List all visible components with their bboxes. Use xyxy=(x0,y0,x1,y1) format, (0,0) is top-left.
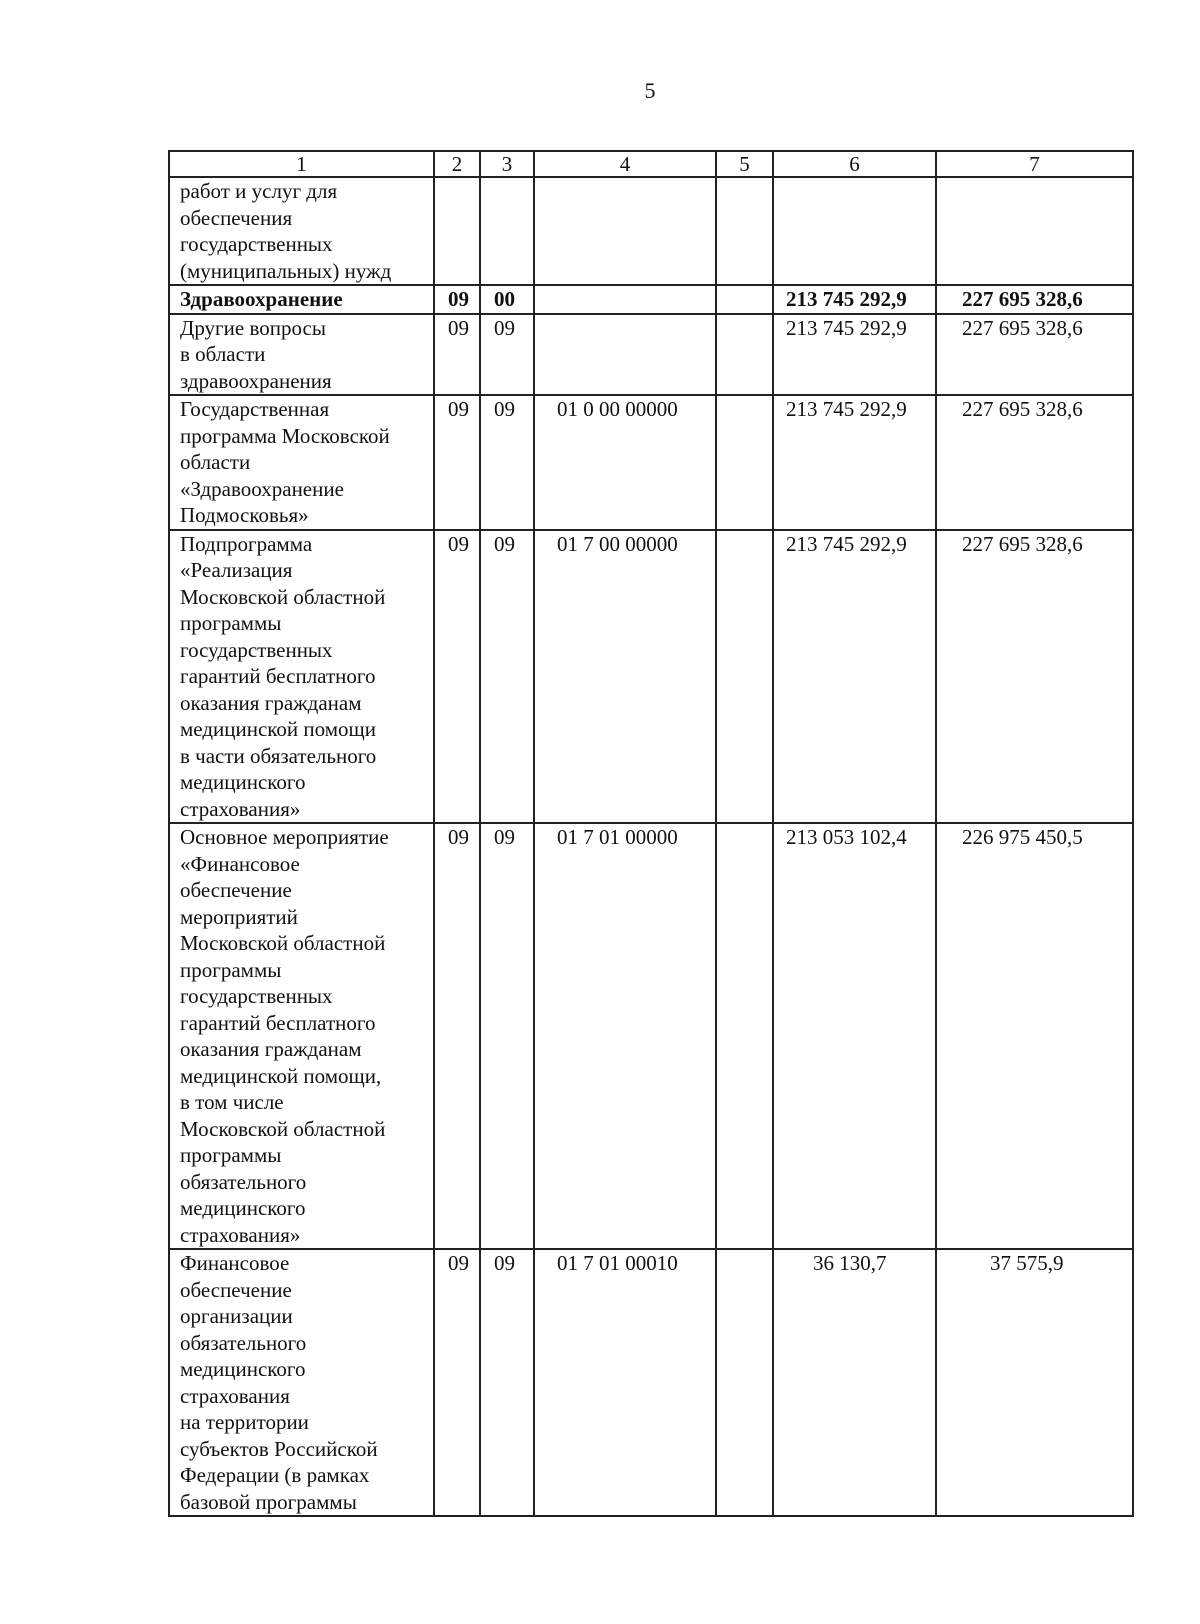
row-name-line: Подмосковья» xyxy=(180,503,309,527)
row-name-line: «Финансовое xyxy=(180,851,300,876)
header-cell-5: 5 xyxy=(716,151,773,177)
row-name-line: Федерации (в рамках xyxy=(180,1463,370,1487)
row-name-line: здравоохранения xyxy=(180,368,332,393)
section-code-cell: 09 xyxy=(434,1249,480,1516)
subsection-code-cell xyxy=(480,177,534,285)
row-name-line: программы xyxy=(180,611,282,635)
amount-col6-cell: 36 130,7 xyxy=(773,1249,936,1516)
row-name-line: субъектов Российской xyxy=(180,1436,378,1461)
table-row xyxy=(169,823,1133,1249)
row-name-line: медицинского xyxy=(180,770,306,794)
row-name-line: медицинского xyxy=(180,1196,306,1220)
expense-type-cell xyxy=(716,177,773,285)
amount-col7-cell: 226 975 450,5 xyxy=(936,823,1133,1249)
amount-col7-cell: 227 695 328,6 xyxy=(936,395,1133,530)
row-name-cell xyxy=(169,395,434,530)
row-name-line: обеспечение xyxy=(180,878,292,902)
row-name-line: обеспечение xyxy=(180,1277,292,1302)
section-code-cell: 09 xyxy=(434,823,480,1249)
header-cell-4: 4 xyxy=(534,151,716,177)
table-row xyxy=(169,1249,1133,1516)
row-name-line: государственных xyxy=(180,637,333,662)
subsection-code-cell: 09 xyxy=(480,395,534,530)
row-name-line: организации xyxy=(180,1304,293,1328)
amount-col7-cell xyxy=(936,177,1133,285)
row-name-line: обязательного xyxy=(180,1169,307,1194)
row-name-line: области xyxy=(180,450,251,474)
table-row xyxy=(169,530,1133,824)
target-article-cell xyxy=(534,177,716,285)
target-article-cell xyxy=(534,285,716,314)
header-cell-3: 3 xyxy=(480,151,534,177)
row-name-line: в области xyxy=(180,342,266,366)
subsection-code-cell: 09 xyxy=(480,314,534,396)
table-row xyxy=(169,177,1133,285)
row-name-line: базовой программы xyxy=(180,1489,357,1514)
target-article-cell: 01 7 01 00010 xyxy=(534,1249,716,1516)
row-name-line: Московской областной xyxy=(180,931,386,955)
row-name-line: государственных xyxy=(180,232,333,256)
table-row xyxy=(169,285,1133,314)
row-name-line: «Здравоохранение xyxy=(180,476,344,501)
header-cell-6: 6 xyxy=(773,151,936,177)
amount-col7-cell: 227 695 328,6 xyxy=(936,285,1133,314)
row-name-line: Московской областной xyxy=(180,584,386,609)
row-name-line: оказания гражданам xyxy=(180,690,362,715)
row-name-cell xyxy=(169,530,434,824)
amount-col6-cell: 213 053 102,4 xyxy=(773,823,936,1249)
table-header-row xyxy=(169,151,1133,177)
row-name-line: медицинской помощи, xyxy=(180,1063,382,1088)
row-name-line: Здравоохранение xyxy=(180,287,343,311)
target-article-cell: 01 7 00 00000 xyxy=(534,530,716,824)
row-name-line: гарантий бесплатного xyxy=(180,1010,376,1035)
header-cell-2: 2 xyxy=(434,151,480,177)
expense-type-cell xyxy=(716,530,773,824)
row-name-cell xyxy=(169,177,434,285)
row-name-line: в том числе xyxy=(180,1090,284,1114)
row-name-cell xyxy=(169,1249,434,1516)
amount-col7-cell: 227 695 328,6 xyxy=(936,314,1133,396)
row-name-line: Подпрограмма xyxy=(180,531,313,556)
section-code-cell: 09 xyxy=(434,395,480,530)
row-name-line: Финансовое xyxy=(180,1251,290,1275)
row-name-line: обязательного xyxy=(180,1330,307,1355)
row-name-line: страхования xyxy=(180,1383,290,1408)
expense-type-cell xyxy=(716,285,773,314)
target-article-cell: 01 7 01 00000 xyxy=(534,823,716,1249)
section-code-cell: 09 xyxy=(434,530,480,824)
table-row xyxy=(169,314,1133,396)
header-cell-1: 1 xyxy=(169,151,434,177)
budget-table xyxy=(168,150,1134,1517)
row-name-line: медицинского xyxy=(180,1357,306,1381)
expense-type-cell xyxy=(716,1249,773,1516)
row-name-line: Основное мероприятие xyxy=(180,825,389,849)
amount-col7-cell: 227 695 328,6 xyxy=(936,530,1133,824)
target-article-cell: 01 0 00 00000 xyxy=(534,395,716,530)
expense-type-cell xyxy=(716,395,773,530)
subsection-code-cell: 09 xyxy=(480,530,534,824)
amount-col6-cell: 213 745 292,9 xyxy=(773,285,936,314)
row-name-line: программы xyxy=(180,1143,282,1167)
row-name-line: медицинской помощи xyxy=(180,717,376,741)
row-name-line: в части обязательного xyxy=(180,743,377,768)
row-name-line: «Реализация xyxy=(180,558,293,582)
expense-type-cell xyxy=(716,823,773,1249)
row-name-line: на территории xyxy=(180,1410,309,1434)
row-name-line: оказания гражданам xyxy=(180,1037,362,1061)
row-name-line: Московской областной xyxy=(180,1116,386,1141)
subsection-code-cell: 09 xyxy=(480,823,534,1249)
row-name-line: работ и услуг для xyxy=(180,179,338,203)
row-name-line: страхования» xyxy=(180,796,301,821)
row-name-line: страхования» xyxy=(180,1222,301,1247)
row-name-line: Другие вопросы xyxy=(180,315,326,340)
row-name-line: (муниципальных) нужд xyxy=(180,258,392,283)
subsection-code-cell: 00 xyxy=(480,285,534,314)
subsection-code-cell: 09 xyxy=(480,1249,534,1516)
amount-col6-cell: 213 745 292,9 xyxy=(773,314,936,396)
row-name-line: программа Московской xyxy=(180,423,390,448)
row-name-cell xyxy=(169,285,434,314)
section-code-cell xyxy=(434,177,480,285)
table-row xyxy=(169,395,1133,530)
row-name-line: гарантий бесплатного xyxy=(180,664,376,688)
amount-col6-cell xyxy=(773,177,936,285)
section-code-cell: 09 xyxy=(434,285,480,314)
row-name-cell xyxy=(169,823,434,1249)
header-cell-7: 7 xyxy=(936,151,1133,177)
expense-type-cell xyxy=(716,314,773,396)
amount-col7-cell: 37 575,9 xyxy=(936,1249,1133,1516)
target-article-cell xyxy=(534,314,716,396)
row-name-line: мероприятий xyxy=(180,904,298,929)
amount-col6-cell: 213 745 292,9 xyxy=(773,395,936,530)
section-code-cell: 09 xyxy=(434,314,480,396)
row-name-line: обеспечения xyxy=(180,205,293,230)
row-name-cell xyxy=(169,314,434,396)
row-name-line: программы xyxy=(180,957,282,982)
row-name-line: Государственная xyxy=(180,397,330,421)
row-name-line: государственных xyxy=(180,984,333,1008)
amount-col6-cell: 213 745 292,9 xyxy=(773,530,936,824)
page-number: 5 xyxy=(644,78,656,103)
